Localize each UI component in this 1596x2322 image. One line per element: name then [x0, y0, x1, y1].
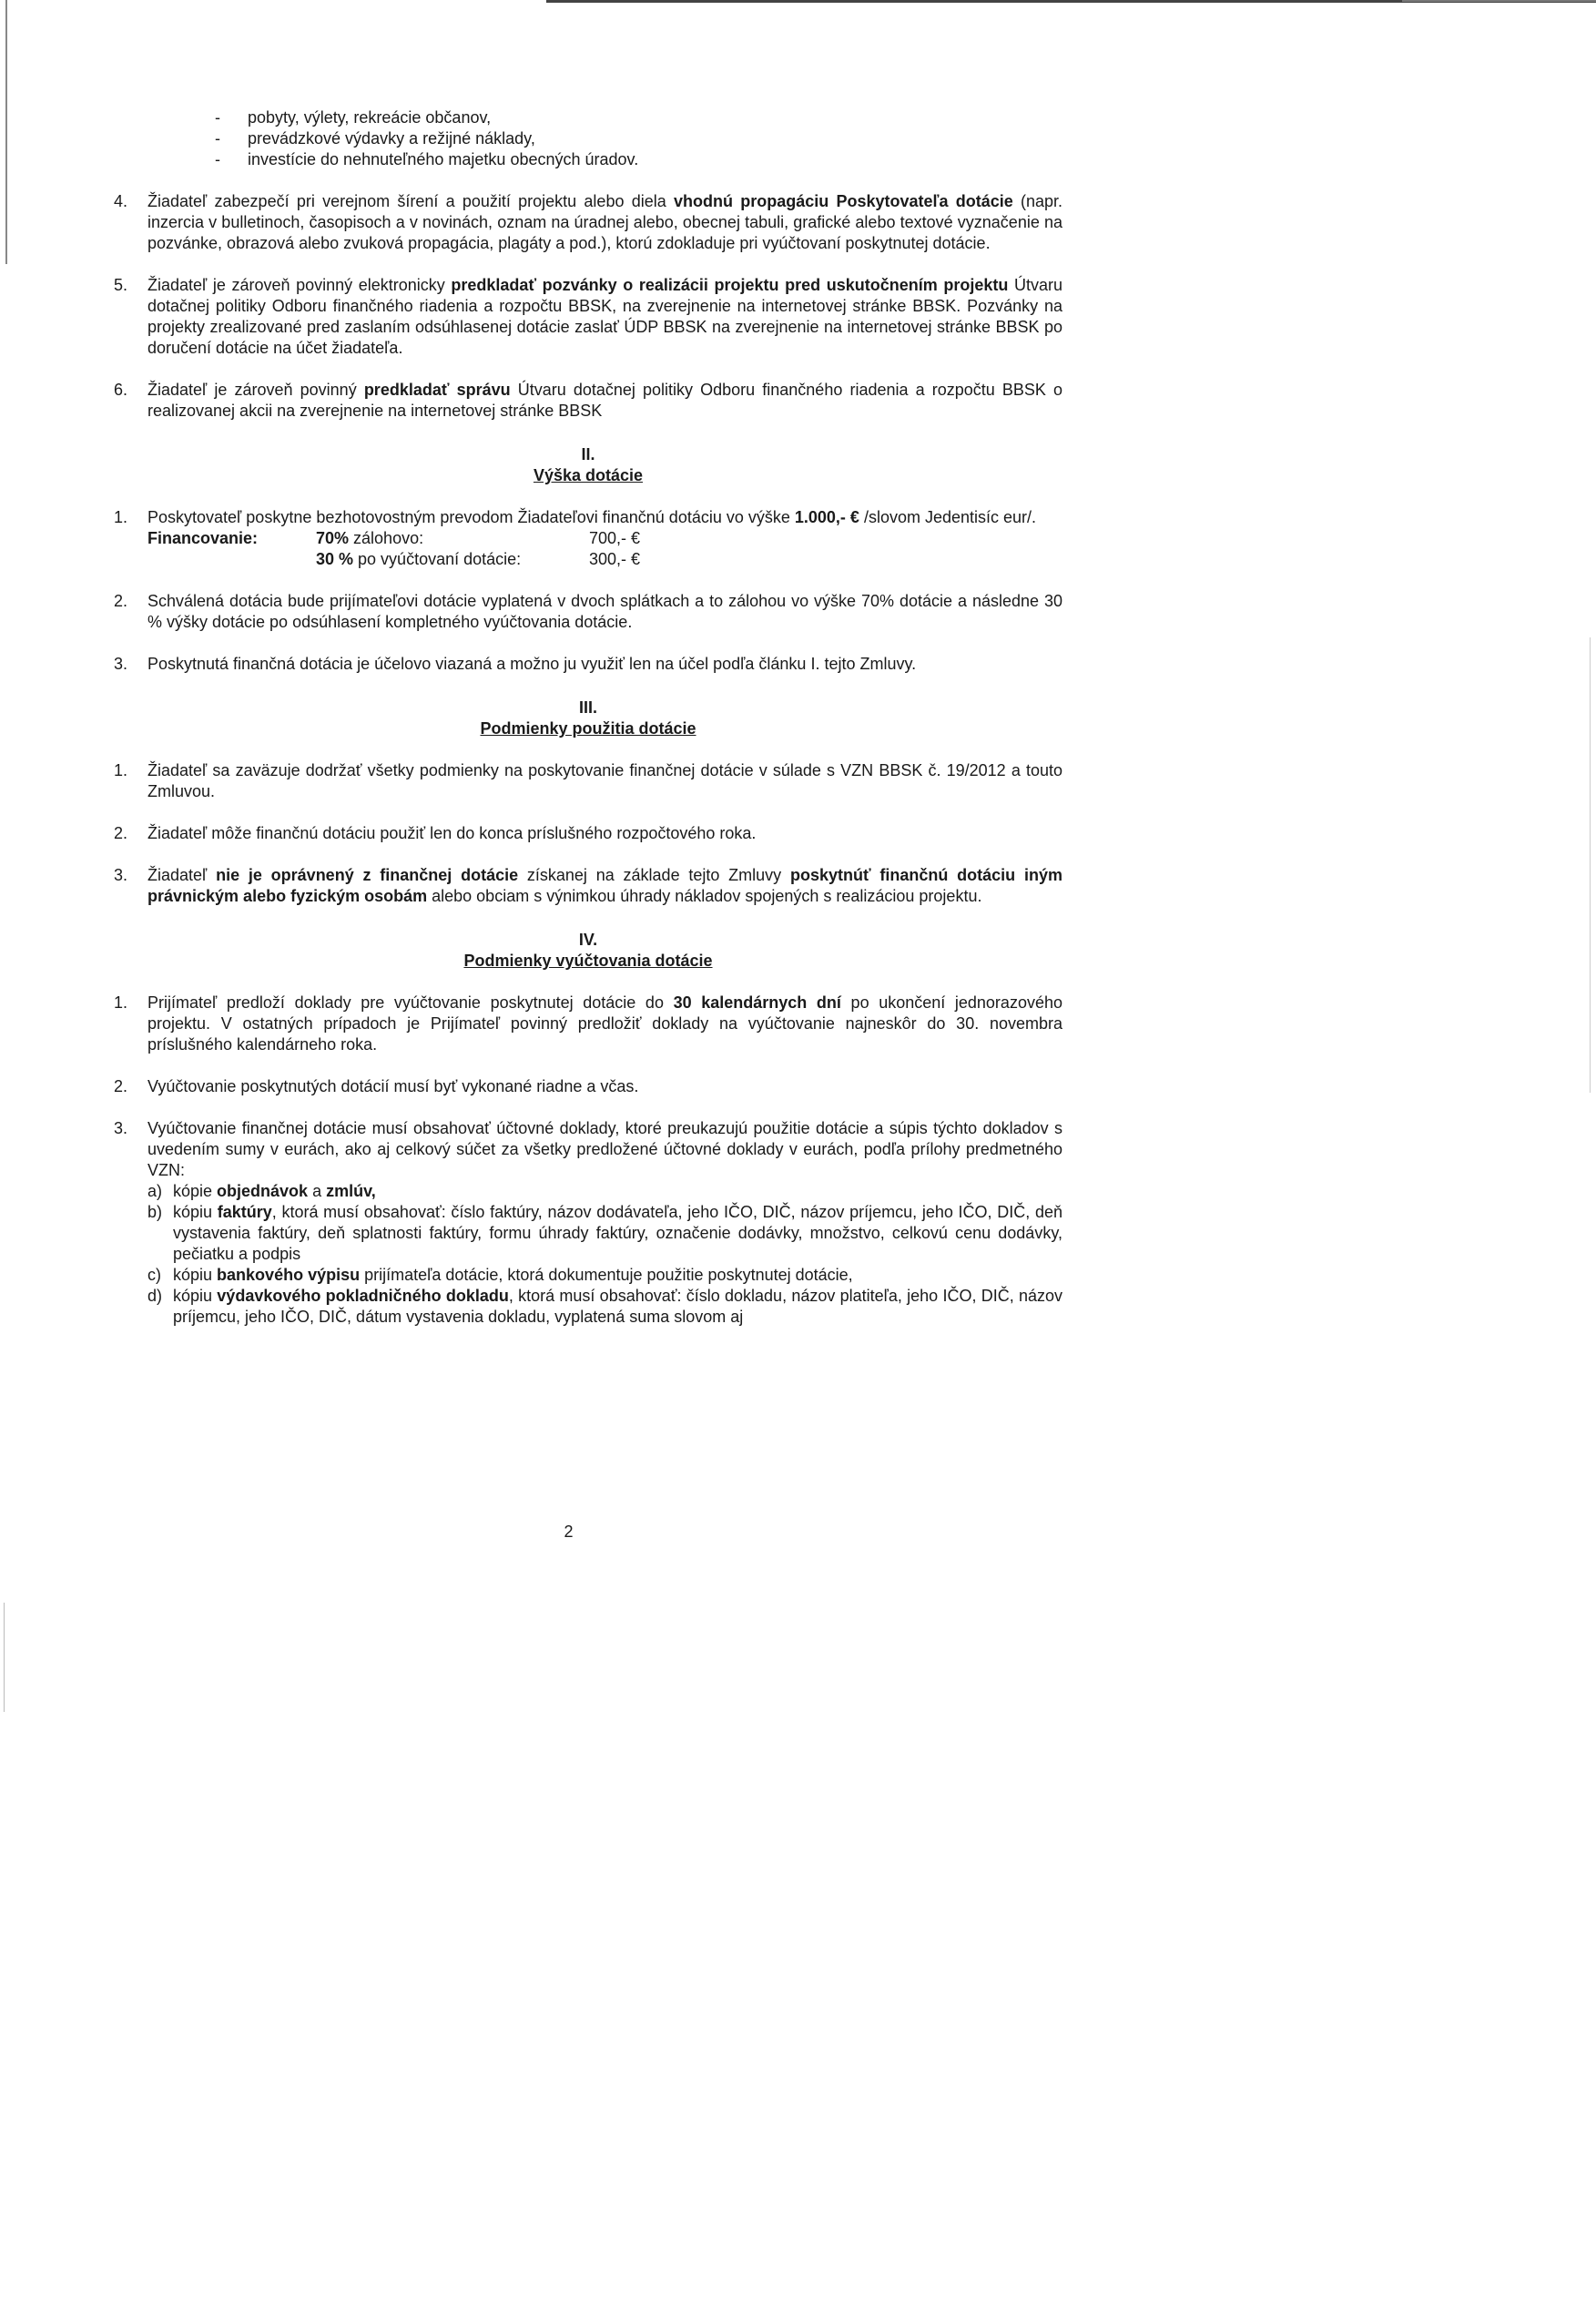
text-run: Útvaru dotačnej politiky Odboru finančného riadenia a rozpočtu BBSK o realizovanej akcii na zverejnenie na internetovej stránke BBSK [147, 381, 1063, 420]
bold-text-run: poskytnúť finančnú dotáciu iným právnickým alebo fyzickým osobám [147, 866, 1062, 905]
clause-text [147, 865, 1062, 907]
scan-edge-line [1590, 637, 1591, 1093]
clause-number: 1. [114, 761, 128, 779]
section-heading [114, 444, 1062, 486]
clause-number: 3. [114, 866, 128, 884]
document-body [114, 107, 1063, 1328]
text-run: (napr. inzercia v bulletinoch, časopisoch a v novinách, oznam na úradnej alebo, obecnej tabuli, grafické alebo textové vyznačenie na pozvánke, obrazová alebo zvuková propagácia, plagáty a pod.), ktorú zdokladuje pri vyúčtovaní poskytnutej dotácie. [147, 192, 1063, 252]
text-run: kópiu [173, 1287, 218, 1305]
bold-text-run: vhodnú propagáciu Poskytovateľa dotácie [673, 192, 1013, 210]
clause-text: Schválená dotácia bude prijímateľovi dotácie vyplatená v dvoch splátkach a to zálohou vo výške 70% dotácie a následne 30 % výšky dotácie po odsúhlasení kompletného vyúčtovania dotácie. [147, 592, 1062, 631]
financing-amount: 300,- € [589, 550, 641, 568]
scan-edge-line [4, 1603, 5, 1712]
clause-text [147, 275, 1062, 359]
sub-item-letter: c) [147, 1266, 161, 1284]
clause-4-3 [114, 1118, 1062, 1328]
clause-text [147, 507, 1062, 528]
text-run: kópiu [173, 1266, 218, 1284]
clause-text [147, 191, 1062, 254]
clause-number: 4. [114, 192, 128, 210]
clause-text: Žiadateľ sa zaväzuje dodržať všetky podmienky na poskytovanie finančnej dotácie v súlade s VZN BBSK č. 19/2012 a touto Zmluvou. [147, 761, 1062, 800]
text-run: prijímateľa dotácie, ktorá dokumentuje použitie poskytnutej dotácie, [360, 1266, 853, 1284]
section-title: Podmienky použitia dotácie [480, 719, 696, 738]
clause-4-1 [114, 993, 1062, 1055]
list-item [215, 107, 1062, 128]
bold-text-run: predkladať správu [363, 381, 511, 399]
dash-bullet: - [215, 129, 220, 148]
text-run: Útvaru dotačnej politiky Odboru finančného riadenia a rozpočtu BBSK, na zverejnenie na internetovej stránke BBSK. Pozvánky na projekty zrealizované pred zaslaním odsúhlasenej dotácie zaslať ÚDP BBSK na zverejnenie na internetovej stránke BBSK po doručení dotácie na účet žiadateľa. [147, 276, 1062, 357]
financing-desc: zálohovo: [349, 529, 424, 547]
text-run: Žiadateľ je zároveň povinný elektronicky [147, 276, 452, 294]
text-run: , ktorá musí obsahovať: číslo faktúry, názov dodávateľa, jeho IČO, DIČ, názov príjemcu, jeho IČO, DIČ, deň vystavenia faktúry, deň splatnosti faktúry, formu úhrady faktúry, označenie dodávky, množstvo, celkovú cenu dodávky, pečiatku a podpis [173, 1203, 1062, 1263]
clause-4-2 [114, 1076, 1062, 1097]
clause-text [147, 380, 1062, 422]
list-item-text: prevádzkové výdavky a režijné náklady, [248, 129, 535, 148]
section-heading [114, 698, 1062, 739]
clause-2-2 [114, 591, 1062, 633]
text-run: Žiadateľ [147, 866, 217, 884]
sub-item-text [173, 1202, 1062, 1265]
dash-bullet: - [215, 150, 220, 168]
financing-row-settlement [316, 549, 521, 570]
bold-text-run: faktúry [217, 1203, 272, 1221]
clause-3-1 [114, 760, 1062, 802]
sub-item-d [147, 1286, 1062, 1328]
text-run: Žiadateľ zabezpečí pri verejnom šírení a použití projektu alebo diela [147, 192, 674, 210]
sub-item-letter: d) [147, 1287, 163, 1305]
sub-item-text [173, 1286, 1062, 1328]
bold-text-run: objednávok [217, 1182, 309, 1200]
clause-text [147, 993, 1062, 1055]
clause-text: Poskytnutá finančná dotácia je účelovo viazaná a možno ju využiť len na účel podľa článku I. tejto Zmluvy. [147, 655, 917, 673]
sub-item-letter: b) [147, 1203, 163, 1221]
clause-number: 6. [114, 381, 128, 399]
clause-4 [114, 191, 1063, 254]
clause-2-3 [114, 654, 1062, 675]
scan-edge-line [1402, 0, 1596, 2]
bold-text-run: zmlúv, [326, 1182, 376, 1200]
page-number: 2 [564, 1523, 574, 1541]
section-roman-numeral: II. [581, 445, 595, 463]
section-roman-numeral: III. [578, 698, 597, 717]
clause-number: 3. [114, 1119, 128, 1137]
financing-table [147, 528, 1062, 570]
clause-number: 1. [114, 508, 128, 526]
clause-number: 3. [114, 655, 128, 673]
clause-number: 2. [114, 592, 128, 610]
text-run: kópiu [173, 1203, 218, 1221]
intro-list [215, 107, 1062, 170]
sub-item-letter: a) [147, 1182, 163, 1200]
clause-text: Vyúčtovanie finančnej dotácie musí obsahovať účtovné doklady, ktoré preukazujú použitie dotácie a súpis týchto dokladov s uvedením sumy v eurách, ako aj celkový súčet za všetky predložené účtovné doklady v eurách, podľa prílohy predmetného VZN: [147, 1119, 1062, 1179]
text-run: /slovom Jedentisíc eur/. [859, 508, 1037, 526]
text-run: Žiadateľ je zároveň povinný [147, 381, 364, 399]
clause-6 [114, 380, 1063, 422]
text-run: po ukončení jednorazového projektu. V ostatných prípadoch je Prijímateľ povinný predložiť doklady na vyúčtovanie najneskôr do 30. novembra príslušného kalendárneho roka. [147, 993, 1062, 1054]
clause-3-2 [114, 823, 1062, 844]
text-run: Poskytovateľ poskytne bezhotovostným prevodom Žiadateľovi finančnú dotáciu vo výške [147, 508, 795, 526]
text-run: a [308, 1182, 327, 1200]
section-roman-numeral: IV. [578, 931, 598, 949]
sub-item-text [173, 1265, 1062, 1286]
list-item-text: pobyty, výlety, rekreácie občanov, [248, 108, 492, 127]
financing-amount: 700,- € [589, 529, 641, 547]
text-run: alebo obciam s výnimkou úhrady nákladov spojených s realizáciou projektu. [427, 887, 982, 905]
clause-number: 5. [114, 276, 128, 294]
clause-number: 2. [114, 824, 128, 842]
bold-text-run: predkladať pozvánky o realizácii projektu pred uskutočnením projektu [451, 276, 1009, 294]
financing-percent: 70% [316, 529, 350, 547]
financing-row-advance [316, 528, 423, 549]
financing-desc: po vyúčtovaní dotácie: [353, 550, 522, 568]
text-run: získanej na základe tejto Zmluvy [518, 866, 790, 884]
section-title: Výška dotácie [533, 466, 644, 484]
section-heading [114, 930, 1062, 972]
bold-text-run: 1.000,- € [794, 508, 859, 526]
sub-item-a [147, 1181, 1062, 1202]
sub-item-c [147, 1265, 1062, 1286]
text-run: kópie [173, 1182, 218, 1200]
list-item-text: investície do nehnuteľného majetku obecných úradov. [248, 150, 639, 168]
sub-item-text [173, 1181, 1062, 1202]
clause-5 [114, 275, 1062, 359]
clause-number: 2. [114, 1077, 128, 1095]
section-title: Podmienky vyúčtovania dotácie [463, 952, 713, 970]
bold-text-run: výdavkového pokladničného dokladu [217, 1287, 509, 1305]
text-run: Prijímateľ predloží doklady pre vyúčtovanie poskytnutej dotácie do [147, 993, 674, 1012]
clause-2-1 [114, 507, 1062, 570]
dash-bullet: - [215, 108, 220, 127]
sub-item-b [147, 1202, 1062, 1265]
text-run: , ktorá musí obsahovať: číslo dokladu, názov platiteľa, jeho IČO, DIČ, názov príjemcu, jeho IČO, DIČ, dátum vystavenia dokladu, vyplatená suma slovom aj [173, 1287, 1062, 1326]
clause-text: Vyúčtovanie poskytnutých dotácií musí byť vykonané riadne a včas. [147, 1077, 639, 1095]
scan-edge-line [5, 0, 7, 264]
clause-3-3 [114, 865, 1062, 907]
bold-text-run: nie je oprávnený z finančnej dotácie [216, 866, 519, 884]
financing-percent: 30 % [316, 550, 354, 568]
financing-label: Financovanie: [147, 529, 259, 547]
bold-text-run: 30 kalendárnych dní [673, 993, 841, 1012]
clause-text: Žiadateľ môže finančnú dotáciu použiť len do konca príslušného rozpočtového roka. [147, 824, 757, 842]
bold-text-run: bankového výpisu [217, 1266, 361, 1284]
list-item [215, 149, 1062, 170]
list-item [215, 128, 1062, 149]
clause-number: 1. [114, 993, 128, 1012]
